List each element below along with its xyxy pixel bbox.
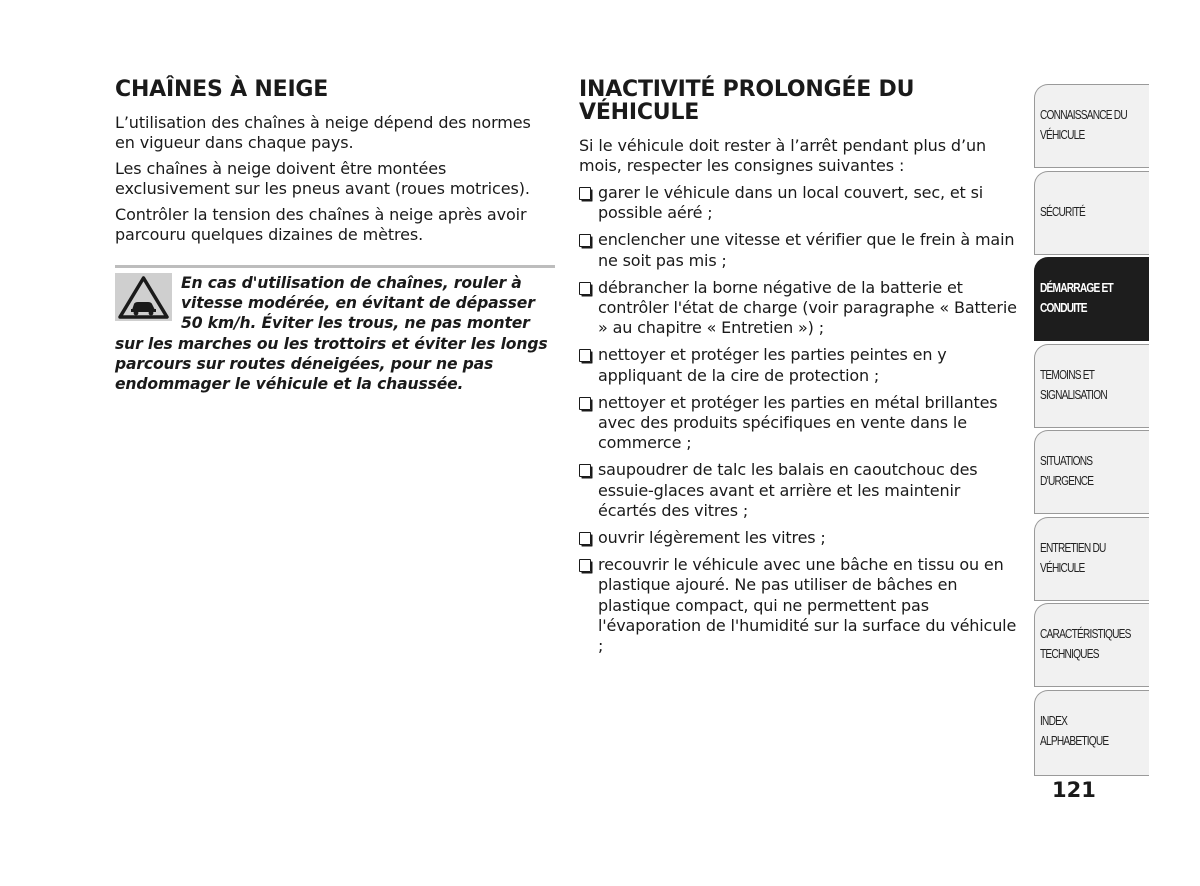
tab-temoins-signalisation[interactable]: TEMOINS ET SIGNALISATION: [1034, 344, 1149, 428]
section-title: CHAÎNES À NEIGE: [115, 77, 329, 102]
checkbox-icon: [579, 349, 591, 362]
list-item: recouvrir le véhicule avec une bâche en tissu ou en plastique ajouré. Ne pas utiliser de bâches en plastique compact, qui ne permettent pas l'évaporation de l'humidité sur la surface du véhicule ;: [579, 555, 1019, 656]
checkbox-icon: [579, 187, 591, 200]
checklist: [579, 183, 1019, 656]
divider: [115, 265, 555, 268]
chapter-tabs: [1034, 84, 1149, 778]
paragraph: L’utilisation des chaînes à neige dépend des normes en vigueur dans chaque pays.: [115, 113, 531, 152]
list-item: nettoyer et protéger les parties en métal brillantes avec des produits spécifiques en vente dans le commerce ;: [579, 393, 1019, 454]
intro-paragraph: Si le véhicule doit rester à l’arrêt pendant plus d’un mois, respecter les consignes suivantes :: [579, 136, 987, 175]
list-item: nettoyer et protéger les parties peintes en y appliquant de la cire de protection ;: [579, 345, 1019, 385]
section-prolonged-inactivity: [579, 78, 1019, 663]
warning-text: En cas d'utilisation de chaînes, rouler à vitesse modérée, en évitant de dépasser 50 km/h. Éviter les trous, ne pas monter sur les marches ou les trottoirs et éviter les longs parcours sur routes déneigées, pour ne pas endommager le véhicule et la chaussée.: [115, 274, 548, 394]
tab-situations-urgence[interactable]: SITUATIONS D’URGENCE: [1034, 430, 1149, 514]
list-item: saupoudrer de talc les balais en caoutchouc des essuie-glaces avant et arrière et les maintenir écartés des vitres ;: [579, 460, 1019, 521]
checkbox-icon: [579, 532, 591, 545]
checkbox-icon: [579, 397, 591, 410]
tab-connaissance-vehicule[interactable]: CONNAISSANCE DU VÉHICULE: [1034, 84, 1149, 168]
page-number: 121: [1052, 778, 1096, 802]
tab-index-alphabetique[interactable]: INDEX ALPHABETIQUE: [1034, 690, 1149, 776]
car-warning-icon: [115, 273, 172, 321]
list-item: garer le véhicule dans un local couvert, sec, et si possible aéré ;: [579, 183, 1019, 223]
checkbox-icon: [579, 464, 591, 477]
section-snow-chains: [115, 78, 555, 394]
paragraph: Les chaînes à neige doivent être montées exclusivement sur les pneus avant (roues motrices).: [115, 159, 530, 198]
checkbox-icon: [579, 234, 591, 247]
list-item: débrancher la borne négative de la batterie et contrôler l'état de charge (voir paragraphe « Batterie » au chapitre « Entretien ») ;: [579, 278, 1019, 339]
checkbox-icon: [579, 282, 591, 295]
paragraph: Contrôler la tension des chaînes à neige après avoir parcouru quelques dizaines de mètres.: [115, 205, 527, 244]
tab-securite[interactable]: SÉCURITÉ: [1034, 171, 1149, 255]
tab-caracteristiques-techniques[interactable]: CARACTÉRISTIQUES TECHNIQUES: [1034, 603, 1149, 687]
tab-demarrage-conduite[interactable]: DÉMARRAGE ET CONDUITE: [1034, 257, 1149, 341]
warning-box: [115, 273, 555, 394]
tab-entretien-vehicule[interactable]: ENTRETIEN DU VÉHICULE: [1034, 517, 1149, 601]
list-item: ouvrir légèrement les vitres ;: [579, 528, 1019, 548]
checkbox-icon: [579, 559, 591, 572]
list-item: enclencher une vitesse et vérifier que le frein à main ne soit pas mis ;: [579, 230, 1019, 270]
section-title: INACTIVITÉ PROLONGÉE DU VÉHICULE: [579, 77, 915, 125]
